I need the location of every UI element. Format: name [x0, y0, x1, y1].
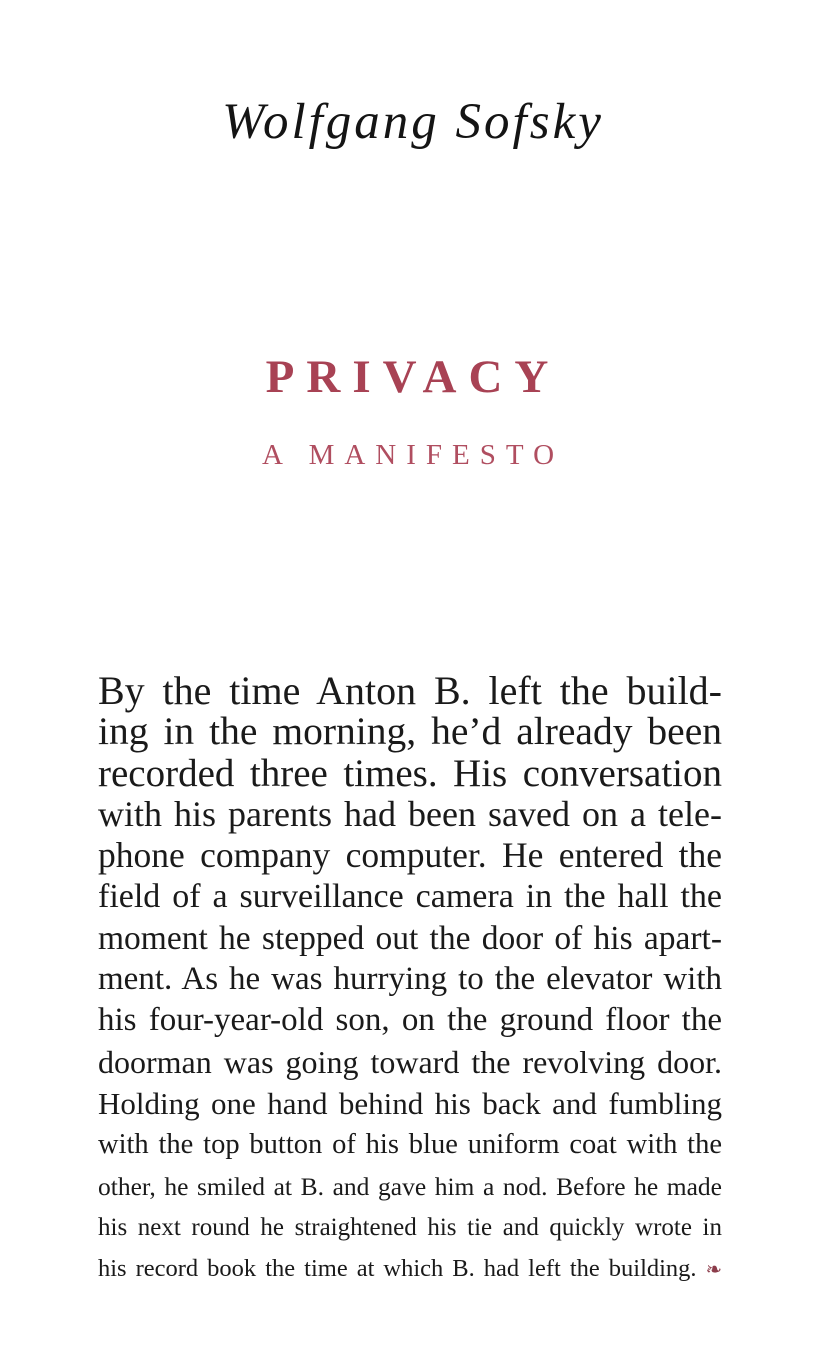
paragraph-line: with his parents had been saved on a tele-: [98, 793, 722, 834]
paragraph-line: ment. As he was hurrying to the elevator with: [98, 961, 722, 998]
paragraph-line: By the time Anton B. left the build-: [98, 668, 722, 713]
paragraph-line: doorman was going toward the revolving door.: [98, 1043, 722, 1080]
paragraph-line: ing in the morning, he’d already been: [98, 709, 722, 754]
paragraph-line: recorded three times. His conversation: [98, 751, 722, 795]
paragraph-line: other, he smiled at B. and gave him a nod. Before he made: [98, 1171, 722, 1201]
author-name: Wolfgang Sofsky: [222, 94, 604, 150]
body-paragraph: [98, 670, 722, 1289]
paragraph-line: phone company computer. He entered the: [98, 835, 722, 876]
paragraph-line: his next round he straightened his tie and quickly wrote in: [98, 1213, 722, 1241]
book-title: PRIVACY: [265, 351, 561, 403]
paragraph-line: moment he stepped out the door of his apart-: [98, 919, 722, 957]
paragraph-line: with the top button of his blue uniform coat with the: [98, 1129, 722, 1161]
book-subtitle: A MANIFESTO: [261, 439, 565, 471]
paragraph-line: his four-year-old son, on the ground floor the: [98, 1002, 722, 1039]
paragraph-line: field of a surveillance camera in the hall the: [98, 878, 722, 916]
fleuron-ornament-icon: ❧: [705, 1258, 722, 1282]
paragraph-line: his record book the time at which B. had left the building. ❧: [98, 1255, 722, 1283]
paragraph-line: Holding one hand behind his back and fumbling: [98, 1085, 722, 1121]
